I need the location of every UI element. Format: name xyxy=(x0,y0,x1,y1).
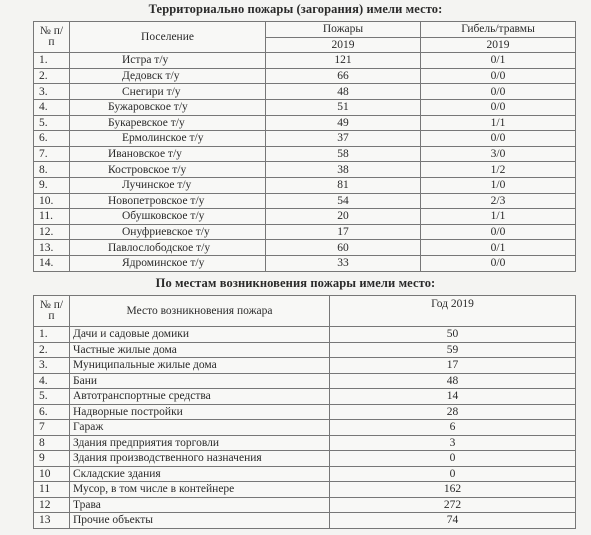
row-number: 6. xyxy=(34,131,70,147)
settlement-name: Дедовск т/у xyxy=(70,68,266,84)
deaths-injuries: 0/1 xyxy=(421,240,576,256)
fires-count: 17 xyxy=(330,358,576,374)
row-number: 7. xyxy=(34,146,70,162)
header-place: Место возникновения пожара xyxy=(70,296,330,327)
row-number: 13. xyxy=(34,240,70,256)
fires-count: 59 xyxy=(330,342,576,358)
fires-count: 0 xyxy=(330,466,576,482)
row-number: 9 xyxy=(34,451,70,467)
deaths-injuries: 3/0 xyxy=(421,146,576,162)
fire-place: Складские здания xyxy=(70,466,330,482)
fires-by-place-table xyxy=(33,295,576,529)
header-settlement: Поселение xyxy=(70,22,266,53)
row-number: 4. xyxy=(34,373,70,389)
fires-count: 38 xyxy=(266,162,421,178)
fire-place: Бани xyxy=(70,373,330,389)
deaths-injuries: 1/1 xyxy=(421,115,576,131)
fires-count: 81 xyxy=(266,177,421,193)
fires-count: 49 xyxy=(266,115,421,131)
table-row xyxy=(34,68,576,84)
row-number: 2. xyxy=(34,342,70,358)
fires-count: 54 xyxy=(266,193,421,209)
table-row xyxy=(34,177,576,193)
table-row xyxy=(34,99,576,115)
fires-count: 0 xyxy=(330,451,576,467)
row-number: 4. xyxy=(34,99,70,115)
row-number: 2. xyxy=(34,68,70,84)
settlement-name: Обушковское т/у xyxy=(70,209,266,225)
fires-count: 6 xyxy=(330,420,576,436)
table-row xyxy=(34,435,576,451)
deaths-injuries: 0/0 xyxy=(421,84,576,100)
fire-place: Здания предприятия торговли xyxy=(70,435,330,451)
row-number: 14. xyxy=(34,255,70,271)
table-row xyxy=(34,342,576,358)
deaths-injuries: 0/0 xyxy=(421,255,576,271)
table2-title: По местам возникновения пожары имели место: xyxy=(155,276,436,290)
table-row xyxy=(34,358,576,374)
settlement-name: Костровское т/у xyxy=(70,162,266,178)
deaths-injuries: 2/3 xyxy=(421,193,576,209)
row-number: 13 xyxy=(34,513,70,529)
header-deaths: Гибель/травмы xyxy=(421,22,576,38)
table-row xyxy=(34,115,576,131)
fires-count: 37 xyxy=(266,131,421,147)
fires-count: 162 xyxy=(330,482,576,498)
deaths-injuries: 1/2 xyxy=(421,162,576,178)
fire-place: Здания производственного назначения xyxy=(70,451,330,467)
table-row xyxy=(34,451,576,467)
header-num: № п/п xyxy=(34,22,70,53)
fires-count: 51 xyxy=(266,99,421,115)
fires-count: 20 xyxy=(266,209,421,225)
fire-place: Прочие объекты xyxy=(70,513,330,529)
deaths-injuries: 0/0 xyxy=(421,68,576,84)
fires-count: 272 xyxy=(330,497,576,513)
table-row xyxy=(34,404,576,420)
row-number: 11 xyxy=(34,482,70,498)
table-row xyxy=(34,53,576,69)
header-num: № п/п xyxy=(34,296,70,327)
fires-by-settlement-table xyxy=(33,21,576,272)
deaths-injuries: 1/0 xyxy=(421,177,576,193)
deaths-injuries: 1/1 xyxy=(421,209,576,225)
row-number: 7 xyxy=(34,420,70,436)
fires-count: 3 xyxy=(330,435,576,451)
settlement-name: Букаревское т/у xyxy=(70,115,266,131)
table-row xyxy=(34,193,576,209)
row-number: 8 xyxy=(34,435,70,451)
fire-place: Дачи и садовые домики xyxy=(70,327,330,343)
settlement-name: Новопетровское т/у xyxy=(70,193,266,209)
row-number: 11. xyxy=(34,209,70,225)
row-number: 10. xyxy=(34,193,70,209)
row-number: 12. xyxy=(34,224,70,240)
fire-place: Трава xyxy=(70,497,330,513)
header-deaths-year: 2019 xyxy=(421,37,576,53)
table-row xyxy=(34,373,576,389)
row-number: 1. xyxy=(34,53,70,69)
table-row xyxy=(34,466,576,482)
table-row xyxy=(34,327,576,343)
row-number: 5. xyxy=(34,115,70,131)
settlement-name: Павлослободское т/у xyxy=(70,240,266,256)
settlement-name: Истра т/у xyxy=(70,53,266,69)
fires-count: 28 xyxy=(330,404,576,420)
table-row xyxy=(34,482,576,498)
settlement-name: Ивановское т/у xyxy=(70,146,266,162)
table-row xyxy=(34,513,576,529)
table-row xyxy=(34,255,576,271)
fire-place: Частные жилые дома xyxy=(70,342,330,358)
fires-count: 48 xyxy=(330,373,576,389)
deaths-injuries: 0/1 xyxy=(421,53,576,69)
deaths-injuries: 0/0 xyxy=(421,224,576,240)
table1-title: Территориально пожары (загорания) имели место: xyxy=(148,2,443,16)
row-number: 10 xyxy=(34,466,70,482)
table-row xyxy=(34,224,576,240)
table-row xyxy=(34,389,576,405)
deaths-injuries: 0/0 xyxy=(421,131,576,147)
settlement-name: Лучинское т/у xyxy=(70,177,266,193)
settlement-name: Бужаровское т/у xyxy=(70,99,266,115)
row-number: 1. xyxy=(34,327,70,343)
fires-count: 66 xyxy=(266,68,421,84)
row-number: 5. xyxy=(34,389,70,405)
table-row xyxy=(34,240,576,256)
table-row xyxy=(34,420,576,436)
fire-place: Надворные постройки xyxy=(70,404,330,420)
fires-count: 50 xyxy=(330,327,576,343)
row-number: 6. xyxy=(34,404,70,420)
fires-count: 60 xyxy=(266,240,421,256)
settlement-name: Ермолинское т/у xyxy=(70,131,266,147)
fires-count: 17 xyxy=(266,224,421,240)
row-number: 8. xyxy=(34,162,70,178)
table-row xyxy=(34,146,576,162)
fires-count: 33 xyxy=(266,255,421,271)
fires-count: 58 xyxy=(266,146,421,162)
table-row xyxy=(34,497,576,513)
fire-place: Гараж xyxy=(70,420,330,436)
row-number: 3. xyxy=(34,358,70,374)
header-fires: Пожары xyxy=(266,22,421,38)
row-number: 3. xyxy=(34,84,70,100)
fire-place: Мусор, в том числе в контейнере xyxy=(70,482,330,498)
table-row xyxy=(34,131,576,147)
fires-count: 121 xyxy=(266,53,421,69)
settlement-name: Ядроминское т/у xyxy=(70,255,266,271)
deaths-injuries: 0/0 xyxy=(421,99,576,115)
table-row xyxy=(34,84,576,100)
row-number: 12 xyxy=(34,497,70,513)
fires-count: 74 xyxy=(330,513,576,529)
settlement-name: Снегири т/у xyxy=(70,84,266,100)
header-fires-year: 2019 xyxy=(266,37,421,53)
fire-place: Автотранспортные средства xyxy=(70,389,330,405)
header-year: Год 2019 xyxy=(330,296,576,327)
row-number: 9. xyxy=(34,177,70,193)
table-row xyxy=(34,209,576,225)
table-row xyxy=(34,162,576,178)
fires-count: 48 xyxy=(266,84,421,100)
settlement-name: Онуфриевское т/у xyxy=(70,224,266,240)
fire-place: Муниципальные жилые дома xyxy=(70,358,330,374)
fires-count: 14 xyxy=(330,389,576,405)
